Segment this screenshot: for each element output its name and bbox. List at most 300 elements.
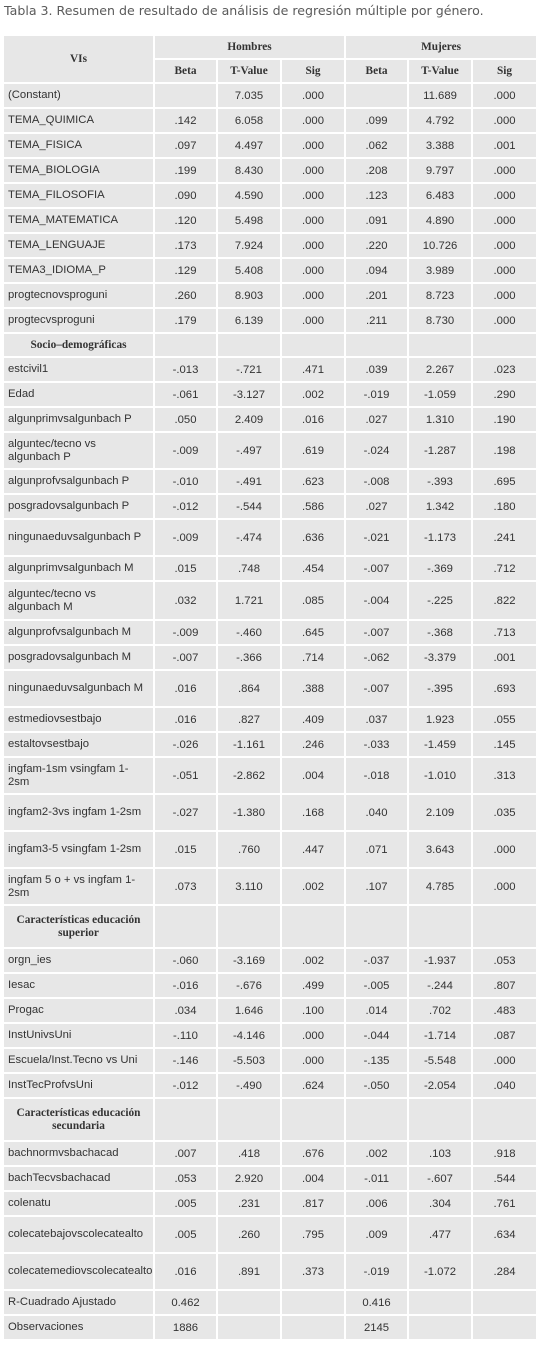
- hombres-tvalue-cell: -.460: [217, 620, 281, 645]
- variable-label: alguntec/tecno vs algunbach P: [3, 432, 154, 469]
- hombres-beta-cell: -.007: [154, 645, 217, 670]
- table-row: [3, 707, 537, 732]
- mujeres-tvalue-cell: 1.310: [408, 407, 472, 432]
- mujeres-beta-cell: -.062: [345, 645, 408, 670]
- mujeres-beta-cell: -.044: [345, 1023, 408, 1048]
- section-heading: Socio–demográficas: [3, 333, 154, 357]
- mujeres-sig-cell: .055: [472, 707, 537, 732]
- hombres-tvalue-cell: .864: [217, 670, 281, 707]
- mujeres-tvalue-cell: -1.010: [408, 757, 472, 794]
- mujeres-tvalue-cell: 4.785: [408, 868, 472, 905]
- mujeres-tvalue-cell: -1.287: [408, 432, 472, 469]
- variable-label: TEMA_LENGUAJE: [3, 233, 154, 258]
- table-row: [3, 1023, 537, 1048]
- mujeres-tvalue-cell: 1.923: [408, 707, 472, 732]
- hombres-sig-cell: .454: [281, 556, 345, 581]
- mujeres-beta-cell: -.004: [345, 581, 408, 620]
- variable-label: TEMA_QUIMICA: [3, 108, 154, 133]
- hombres-beta-cell: -.016: [154, 973, 217, 998]
- mujeres-sig-cell: .087: [472, 1023, 537, 1048]
- hombres-beta-cell: .053: [154, 1166, 217, 1191]
- mujeres-tvalue-cell: -2.054: [408, 1073, 472, 1098]
- hombres-sig-cell: .002: [281, 382, 345, 407]
- hombres-sig-cell: .000: [281, 183, 345, 208]
- mujeres-beta-cell: .006: [345, 1191, 408, 1216]
- table-row: [3, 158, 537, 183]
- hombres-sig-cell: .100: [281, 998, 345, 1023]
- mujeres-sig-cell: .000: [472, 831, 537, 868]
- variable-label: (Constant): [3, 83, 154, 108]
- mujeres-tvalue-cell: [408, 1290, 472, 1315]
- table-row: [3, 794, 537, 831]
- variable-label: orgn_ies: [3, 948, 154, 973]
- hombres-sig-cell: .016: [281, 407, 345, 432]
- hombres-sig-cell: .000: [281, 83, 345, 108]
- mujeres-tvalue-cell: -.368: [408, 620, 472, 645]
- mujeres-tvalue-cell: 9.797: [408, 158, 472, 183]
- table-row: [3, 1073, 537, 1098]
- hombres-beta-cell: 1886: [154, 1315, 217, 1340]
- variable-label: progtecvsproguni: [3, 308, 154, 333]
- mujeres-beta-cell: -.019: [345, 382, 408, 407]
- section-row: [3, 905, 537, 948]
- mujeres-sig-cell: .761: [472, 1191, 537, 1216]
- table-body: [3, 83, 537, 1340]
- header-hombres-sig: Sig: [281, 59, 345, 83]
- table-row: [3, 620, 537, 645]
- hombres-beta-cell: -.051: [154, 757, 217, 794]
- variable-label: R-Cuadrado Ajustado: [3, 1290, 154, 1315]
- hombres-beta-cell: .016: [154, 1253, 217, 1290]
- hombres-tvalue-cell: 2.409: [217, 407, 281, 432]
- hombres-tvalue-cell: -.676: [217, 973, 281, 998]
- table-row: [3, 133, 537, 158]
- hombres-tvalue-cell: 8.430: [217, 158, 281, 183]
- hombres-tvalue-cell: 1.646: [217, 998, 281, 1023]
- mujeres-beta-cell: .027: [345, 407, 408, 432]
- mujeres-beta-cell: .014: [345, 998, 408, 1023]
- mujeres-tvalue-cell: 6.483: [408, 183, 472, 208]
- mujeres-beta-cell: .039: [345, 357, 408, 382]
- hombres-tvalue-cell: .891: [217, 1253, 281, 1290]
- mujeres-beta-cell: -.024: [345, 432, 408, 469]
- variable-label: progtecnovsproguni: [3, 283, 154, 308]
- mujeres-sig-cell: .000: [472, 233, 537, 258]
- hombres-beta-cell: .142: [154, 108, 217, 133]
- hombres-sig-cell: .000: [281, 283, 345, 308]
- table-row: [3, 1166, 537, 1191]
- mujeres-sig-cell: .000: [472, 283, 537, 308]
- variable-label: ingfam3-5 vsingfam 1-2sm: [3, 831, 154, 868]
- variable-label: Observaciones: [3, 1315, 154, 1340]
- hombres-beta-cell: .005: [154, 1191, 217, 1216]
- mujeres-sig-cell: .290: [472, 382, 537, 407]
- hombres-beta-cell: .007: [154, 1141, 217, 1166]
- mujeres-tvalue-cell: -.607: [408, 1166, 472, 1191]
- empty-cell: [154, 1098, 217, 1141]
- mujeres-sig-cell: .241: [472, 519, 537, 556]
- empty-cell: [345, 333, 408, 357]
- hombres-beta-cell: .015: [154, 556, 217, 581]
- table-row: [3, 581, 537, 620]
- mujeres-beta-cell: -.007: [345, 620, 408, 645]
- header-mujeres-beta: Beta: [345, 59, 408, 83]
- hombres-sig-cell: .373: [281, 1253, 345, 1290]
- hombres-sig-cell: .000: [281, 108, 345, 133]
- hombres-sig-cell: .004: [281, 1166, 345, 1191]
- hombres-sig-cell: .795: [281, 1216, 345, 1253]
- mujeres-beta-cell: -.033: [345, 732, 408, 757]
- empty-cell: [281, 333, 345, 357]
- mujeres-tvalue-cell: -.393: [408, 469, 472, 494]
- hombres-tvalue-cell: 7.035: [217, 83, 281, 108]
- hombres-beta-cell: -.009: [154, 432, 217, 469]
- table-row: [3, 1253, 537, 1290]
- hombres-tvalue-cell: 7.924: [217, 233, 281, 258]
- mujeres-sig-cell: .000: [472, 108, 537, 133]
- mujeres-tvalue-cell: -1.059: [408, 382, 472, 407]
- mujeres-beta-cell: .201: [345, 283, 408, 308]
- table-row: [3, 1290, 537, 1315]
- mujeres-sig-cell: .000: [472, 1048, 537, 1073]
- hombres-tvalue-cell: -1.161: [217, 732, 281, 757]
- empty-cell: [217, 905, 281, 948]
- variable-label: colecatebajovscolecatealto: [3, 1216, 154, 1253]
- variable-label: posgradovsalgunbach M: [3, 645, 154, 670]
- hombres-beta-cell: .015: [154, 831, 217, 868]
- hombres-sig-cell: .676: [281, 1141, 345, 1166]
- variable-label: TEMA3_IDIOMA_P: [3, 258, 154, 283]
- hombres-beta-cell: -.009: [154, 519, 217, 556]
- mujeres-beta-cell: .027: [345, 494, 408, 519]
- mujeres-sig-cell: .001: [472, 645, 537, 670]
- hombres-beta-cell: 0.462: [154, 1290, 217, 1315]
- mujeres-beta-cell: .062: [345, 133, 408, 158]
- mujeres-sig-cell: .000: [472, 183, 537, 208]
- hombres-sig-cell: .499: [281, 973, 345, 998]
- section-row: [3, 1098, 537, 1141]
- mujeres-beta-cell: 2145: [345, 1315, 408, 1340]
- mujeres-tvalue-cell: 1.342: [408, 494, 472, 519]
- mujeres-sig-cell: .190: [472, 407, 537, 432]
- hombres-tvalue-cell: -.491: [217, 469, 281, 494]
- mujeres-tvalue-cell: 4.890: [408, 208, 472, 233]
- mujeres-sig-cell: .000: [472, 158, 537, 183]
- hombres-sig-cell: .636: [281, 519, 345, 556]
- table-caption: Tabla 3. Resumen de resultado de análisis de regresión múltiple por género.: [4, 3, 484, 18]
- hombres-sig-cell: .624: [281, 1073, 345, 1098]
- hombres-sig-cell: .645: [281, 620, 345, 645]
- hombres-beta-cell: .173: [154, 233, 217, 258]
- hombres-tvalue-cell: .827: [217, 707, 281, 732]
- section-heading: Características educación secundaria: [3, 1098, 154, 1141]
- mujeres-sig-cell: .000: [472, 258, 537, 283]
- empty-cell: [345, 905, 408, 948]
- mujeres-sig-cell: .822: [472, 581, 537, 620]
- hombres-beta-cell: .050: [154, 407, 217, 432]
- hombres-tvalue-cell: -3.127: [217, 382, 281, 407]
- empty-cell: [154, 905, 217, 948]
- mujeres-tvalue-cell: -1.459: [408, 732, 472, 757]
- hombres-tvalue-cell: .260: [217, 1216, 281, 1253]
- empty-cell: [281, 905, 345, 948]
- hombres-tvalue-cell: 3.110: [217, 868, 281, 905]
- table-row: [3, 645, 537, 670]
- mujeres-beta-cell: .071: [345, 831, 408, 868]
- header-mujeres: Mujeres: [345, 35, 537, 59]
- table-row: [3, 1216, 537, 1253]
- mujeres-sig-cell: .035: [472, 794, 537, 831]
- mujeres-beta-cell: -.018: [345, 757, 408, 794]
- hombres-sig-cell: [281, 1290, 345, 1315]
- variable-label: bachnormvsbachacad: [3, 1141, 154, 1166]
- hombres-beta-cell: .016: [154, 670, 217, 707]
- hombres-sig-cell: .004: [281, 757, 345, 794]
- variable-label: TEMA_MATEMATICA: [3, 208, 154, 233]
- hombres-beta-cell: .073: [154, 868, 217, 905]
- hombres-tvalue-cell: 8.903: [217, 283, 281, 308]
- hombres-beta-cell: -.012: [154, 1073, 217, 1098]
- mujeres-beta-cell: .009: [345, 1216, 408, 1253]
- mujeres-tvalue-cell: -1.072: [408, 1253, 472, 1290]
- mujeres-sig-cell: .023: [472, 357, 537, 382]
- mujeres-sig-cell: .695: [472, 469, 537, 494]
- table-row: [3, 1048, 537, 1073]
- header-vis: VIs: [3, 35, 154, 83]
- hombres-tvalue-cell: .231: [217, 1191, 281, 1216]
- mujeres-sig-cell: .000: [472, 208, 537, 233]
- hombres-beta-cell: .199: [154, 158, 217, 183]
- mujeres-sig-cell: .053: [472, 948, 537, 973]
- variable-label: Iesac: [3, 973, 154, 998]
- section-heading: Características educación superior: [3, 905, 154, 948]
- mujeres-beta-cell: .037: [345, 707, 408, 732]
- variable-label: estcivil1: [3, 357, 154, 382]
- hombres-tvalue-cell: 4.590: [217, 183, 281, 208]
- empty-cell: [472, 333, 537, 357]
- empty-cell: [408, 905, 472, 948]
- hombres-sig-cell: .388: [281, 670, 345, 707]
- hombres-beta-cell: -.026: [154, 732, 217, 757]
- hombres-tvalue-cell: -.474: [217, 519, 281, 556]
- variable-label: TEMA_FILOSOFIA: [3, 183, 154, 208]
- mujeres-tvalue-cell: 3.989: [408, 258, 472, 283]
- mujeres-sig-cell: .918: [472, 1141, 537, 1166]
- mujeres-beta-cell: -.021: [345, 519, 408, 556]
- mujeres-tvalue-cell: -.395: [408, 670, 472, 707]
- table-row: [3, 757, 537, 794]
- mujeres-sig-cell: .483: [472, 998, 537, 1023]
- hombres-tvalue-cell: .418: [217, 1141, 281, 1166]
- hombres-beta-cell: -.009: [154, 620, 217, 645]
- mujeres-beta-cell: -.007: [345, 556, 408, 581]
- empty-cell: [217, 1098, 281, 1141]
- variable-label: algunprofvsalgunbach P: [3, 469, 154, 494]
- empty-cell: [217, 333, 281, 357]
- table-row: [3, 973, 537, 998]
- mujeres-tvalue-cell: .103: [408, 1141, 472, 1166]
- variable-label: InstTecProfvsUni: [3, 1073, 154, 1098]
- mujeres-sig-cell: .001: [472, 133, 537, 158]
- table-row: [3, 1191, 537, 1216]
- table-row: [3, 670, 537, 707]
- table-row: [3, 1141, 537, 1166]
- hombres-beta-cell: .032: [154, 581, 217, 620]
- mujeres-tvalue-cell: -.225: [408, 581, 472, 620]
- mujeres-sig-cell: [472, 1315, 537, 1340]
- mujeres-sig-cell: .544: [472, 1166, 537, 1191]
- hombres-sig-cell: .000: [281, 133, 345, 158]
- hombres-sig-cell: .817: [281, 1191, 345, 1216]
- hombres-tvalue-cell: 6.139: [217, 308, 281, 333]
- hombres-beta-cell: -.013: [154, 357, 217, 382]
- hombres-sig-cell: .085: [281, 581, 345, 620]
- variable-label: bachTecvsbachacad: [3, 1166, 154, 1191]
- mujeres-tvalue-cell: -1.173: [408, 519, 472, 556]
- mujeres-tvalue-cell: [408, 1315, 472, 1340]
- hombres-tvalue-cell: 4.497: [217, 133, 281, 158]
- mujeres-beta-cell: .002: [345, 1141, 408, 1166]
- header-mujeres-tvalue: T-Value: [408, 59, 472, 83]
- table-row: [3, 868, 537, 905]
- mujeres-beta-cell: -.008: [345, 469, 408, 494]
- table-row: [3, 1315, 537, 1340]
- hombres-sig-cell: .246: [281, 732, 345, 757]
- hombres-beta-cell: .034: [154, 998, 217, 1023]
- mujeres-tvalue-cell: .477: [408, 1216, 472, 1253]
- mujeres-sig-cell: .693: [472, 670, 537, 707]
- mujeres-beta-cell: .208: [345, 158, 408, 183]
- hombres-beta-cell: .260: [154, 283, 217, 308]
- hombres-sig-cell: .586: [281, 494, 345, 519]
- variable-label: TEMA_FISICA: [3, 133, 154, 158]
- hombres-tvalue-cell: -5.503: [217, 1048, 281, 1073]
- hombres-beta-cell: .129: [154, 258, 217, 283]
- mujeres-tvalue-cell: 2.109: [408, 794, 472, 831]
- section-row: [3, 333, 537, 357]
- hombres-beta-cell: .005: [154, 1216, 217, 1253]
- hombres-tvalue-cell: -.721: [217, 357, 281, 382]
- mujeres-beta-cell: -.019: [345, 1253, 408, 1290]
- hombres-sig-cell: .447: [281, 831, 345, 868]
- variable-label: estaltovsestbajo: [3, 732, 154, 757]
- hombres-beta-cell: -.060: [154, 948, 217, 973]
- hombres-tvalue-cell: 5.498: [217, 208, 281, 233]
- table-row: [3, 183, 537, 208]
- hombres-sig-cell: .619: [281, 432, 345, 469]
- variable-label: algunprofvsalgunbach M: [3, 620, 154, 645]
- mujeres-tvalue-cell: 3.643: [408, 831, 472, 868]
- mujeres-beta-cell: .220: [345, 233, 408, 258]
- variable-label: algunprimvsalgunbach P: [3, 407, 154, 432]
- variable-label: ingfam 5 o + vs ingfam 1-2sm: [3, 868, 154, 905]
- hombres-beta-cell: -.146: [154, 1048, 217, 1073]
- hombres-beta-cell: -.012: [154, 494, 217, 519]
- hombres-beta-cell: [154, 83, 217, 108]
- table-row: [3, 469, 537, 494]
- mujeres-beta-cell: .107: [345, 868, 408, 905]
- empty-cell: [281, 1098, 345, 1141]
- table-row: [3, 407, 537, 432]
- mujeres-beta-cell: 0.416: [345, 1290, 408, 1315]
- mujeres-beta-cell: .091: [345, 208, 408, 233]
- variable-label: algunprimvsalgunbach M: [3, 556, 154, 581]
- variable-label: ningunaeduvsalgunbach P: [3, 519, 154, 556]
- mujeres-beta-cell: -.005: [345, 973, 408, 998]
- empty-cell: [154, 333, 217, 357]
- mujeres-sig-cell: .284: [472, 1253, 537, 1290]
- mujeres-tvalue-cell: 2.267: [408, 357, 472, 382]
- hombres-tvalue-cell: -.497: [217, 432, 281, 469]
- hombres-beta-cell: .016: [154, 707, 217, 732]
- hombres-tvalue-cell: -3.169: [217, 948, 281, 973]
- hombres-tvalue-cell: 6.058: [217, 108, 281, 133]
- mujeres-tvalue-cell: -1.714: [408, 1023, 472, 1048]
- hombres-sig-cell: .000: [281, 233, 345, 258]
- mujeres-beta-cell: -.050: [345, 1073, 408, 1098]
- hombres-tvalue-cell: [217, 1290, 281, 1315]
- variable-label: colecatemediovscolecatealto: [3, 1253, 154, 1290]
- table-row: [3, 382, 537, 407]
- variable-label: ingfam2-3vs ingfam 1-2sm: [3, 794, 154, 831]
- mujeres-tvalue-cell: 11.689: [408, 83, 472, 108]
- table-row: [3, 732, 537, 757]
- variable-label: posgradovsalgunbach P: [3, 494, 154, 519]
- table-row: [3, 308, 537, 333]
- hombres-sig-cell: .471: [281, 357, 345, 382]
- empty-cell: [472, 1098, 537, 1141]
- mujeres-sig-cell: .634: [472, 1216, 537, 1253]
- hombres-tvalue-cell: 5.408: [217, 258, 281, 283]
- hombres-tvalue-cell: .748: [217, 556, 281, 581]
- hombres-tvalue-cell: [217, 1315, 281, 1340]
- mujeres-sig-cell: .000: [472, 308, 537, 333]
- hombres-beta-cell: -.027: [154, 794, 217, 831]
- mujeres-sig-cell: .713: [472, 620, 537, 645]
- hombres-tvalue-cell: -1.380: [217, 794, 281, 831]
- hombres-tvalue-cell: .760: [217, 831, 281, 868]
- hombres-sig-cell: .623: [281, 469, 345, 494]
- hombres-tvalue-cell: -.366: [217, 645, 281, 670]
- table-row: [3, 208, 537, 233]
- hombres-sig-cell: .714: [281, 645, 345, 670]
- mujeres-tvalue-cell: 3.388: [408, 133, 472, 158]
- hombres-tvalue-cell: -.544: [217, 494, 281, 519]
- mujeres-beta-cell: .211: [345, 308, 408, 333]
- variable-label: InstUnivsUni: [3, 1023, 154, 1048]
- hombres-sig-cell: .000: [281, 1048, 345, 1073]
- hombres-tvalue-cell: -2.862: [217, 757, 281, 794]
- empty-cell: [345, 1098, 408, 1141]
- mujeres-sig-cell: .000: [472, 868, 537, 905]
- hombres-sig-cell: [281, 1315, 345, 1340]
- mujeres-tvalue-cell: .702: [408, 998, 472, 1023]
- mujeres-tvalue-cell: 8.730: [408, 308, 472, 333]
- mujeres-beta-cell: -.135: [345, 1048, 408, 1073]
- mujeres-tvalue-cell: .304: [408, 1191, 472, 1216]
- variable-label: Edad: [3, 382, 154, 407]
- header-hombres: Hombres: [154, 35, 345, 59]
- hombres-sig-cell: .000: [281, 1023, 345, 1048]
- mujeres-beta-cell: .040: [345, 794, 408, 831]
- mujeres-tvalue-cell: 4.792: [408, 108, 472, 133]
- table-row: [3, 948, 537, 973]
- table-row: [3, 258, 537, 283]
- variable-label: Escuela/Inst.Tecno vs Uni: [3, 1048, 154, 1073]
- header-hombres-beta: Beta: [154, 59, 217, 83]
- empty-cell: [408, 1098, 472, 1141]
- mujeres-sig-cell: .000: [472, 83, 537, 108]
